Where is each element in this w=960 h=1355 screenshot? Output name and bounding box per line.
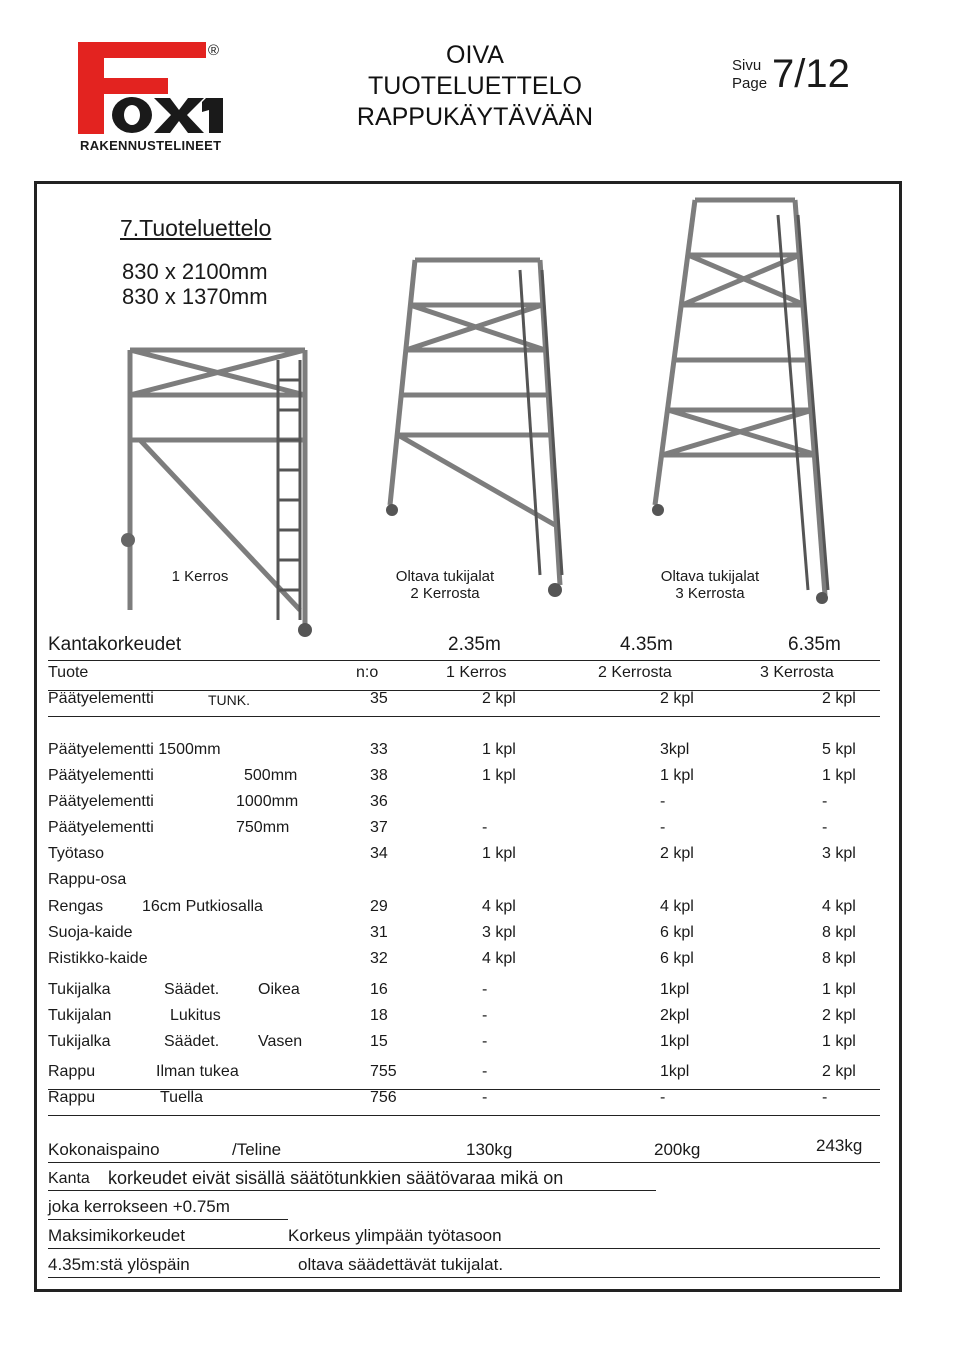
note-text: Kanta <box>48 1170 90 1187</box>
row-product-spec: Lukitus <box>170 1007 221 1024</box>
note-text: oltava säädettävät tukijalat. <box>298 1255 504 1274</box>
row-qty-3-floors: 8 kpl <box>822 924 856 941</box>
row-qty-1-floor: - <box>482 1033 488 1050</box>
row-qty-3-floors: 4 kpl <box>822 898 856 915</box>
row-qty-2-floors: - <box>660 793 666 810</box>
row-product-number: 34 <box>370 845 388 862</box>
row-product-number: 18 <box>370 1007 388 1024</box>
row-product-spec: Säädet. <box>164 1033 220 1050</box>
row-product-number: 29 <box>370 898 388 915</box>
row-product-number: 32 <box>370 950 388 967</box>
table-row <box>48 1063 880 1090</box>
row-product-spec: 500mm <box>244 767 298 784</box>
row-product-number: 15 <box>370 1033 388 1050</box>
row-qty-3-floors: 2 kpl <box>822 1063 856 1080</box>
row-product-number: 33 <box>370 741 388 758</box>
row-qty-2-floors: 1 kpl <box>660 767 694 784</box>
caption-line: 2 Kerrosta <box>410 585 480 602</box>
table-row <box>48 1033 880 1059</box>
row-qty-2-floors: 2 kpl <box>660 690 694 707</box>
row-product-name: Rengas <box>48 898 104 915</box>
row-qty-3-floors: - <box>822 819 828 836</box>
row-product-spec: Ilman tukea <box>156 1063 239 1080</box>
brand-subtitle: RAKENNUSTELINEET <box>80 138 222 153</box>
page-label-en: Page <box>732 75 768 92</box>
row-product-spec: 1000mm <box>236 793 299 810</box>
row-product-name: Työtaso <box>48 845 105 862</box>
table-row <box>48 819 880 845</box>
note-line <box>48 1197 288 1220</box>
row-qty-2-floors: - <box>660 1089 666 1106</box>
row-product-name: Päätyelementti <box>48 767 154 784</box>
row-product-name: Ristikko-kaide <box>48 950 148 967</box>
table-row <box>48 871 880 897</box>
registered-mark: ® <box>208 42 220 59</box>
table-row <box>48 924 880 950</box>
row-product-spec2: Vasen <box>258 1033 303 1050</box>
row-qty-3-floors: 2 kpl <box>822 690 856 707</box>
table-row <box>48 845 880 871</box>
weight-row <box>48 1136 880 1163</box>
page-label <box>732 57 767 93</box>
title-line: RAPPUKÄYTÄVÄÄN <box>356 103 594 131</box>
row-qty-3-floors: 3 kpl <box>822 845 856 862</box>
row-qty-1-floor: 4 kpl <box>482 898 516 915</box>
note-line <box>48 1255 880 1278</box>
table-row <box>48 690 880 717</box>
height-value: 4.35m <box>620 634 673 655</box>
row-product-name: Tukijalka <box>48 1033 111 1050</box>
row-qty-1-floor: 4 kpl <box>482 950 516 967</box>
row-product-number: 16 <box>370 981 388 998</box>
scaffold-caption <box>645 568 775 602</box>
row-product-spec: 16cm Putkiosalla <box>142 898 263 915</box>
column-header-3-floors: 3 Kerrosta <box>760 664 834 681</box>
table-row <box>48 767 880 793</box>
row-product-name: Tukijalan <box>48 1007 112 1024</box>
row-qty-1-floor: - <box>482 819 488 836</box>
dimension-line: 830 x 1370mm <box>122 284 268 309</box>
note-text: Korkeus ylimpään työtasoon <box>288 1226 502 1245</box>
height-value: 2.35m <box>448 634 501 655</box>
row-qty-1-floor: 3 kpl <box>482 924 516 941</box>
height-value: 6.35m <box>788 634 841 655</box>
column-header-2-floors: 2 Kerrosta <box>598 664 672 681</box>
dimension-line: 830 x 2100mm <box>122 259 268 284</box>
row-product-spec: Säädet. <box>164 981 220 998</box>
row-product-number: 756 <box>370 1089 397 1106</box>
table-row <box>48 793 880 819</box>
row-qty-1-floor: - <box>482 1063 488 1080</box>
note-line <box>48 1226 880 1249</box>
row-qty-2-floors: 2 kpl <box>660 845 694 862</box>
table-row <box>48 1007 880 1033</box>
row-product-number: 755 <box>370 1063 397 1080</box>
note-text: Maksimikorkeudet <box>48 1226 185 1245</box>
row-product-name: Rappu-osa <box>48 871 127 888</box>
note-text: 4.35m:stä ylöspäin <box>48 1255 190 1274</box>
row-product-spec: Tuella <box>160 1089 203 1106</box>
page-number: 7/12 <box>772 52 850 96</box>
heights-label: Kantakorkeudet <box>48 634 182 655</box>
row-product-name: Päätyelementti <box>48 819 154 836</box>
row-qty-2-floors: 1kpl <box>660 981 690 998</box>
row-product-number: 31 <box>370 924 388 941</box>
weight-value: 130kg <box>466 1140 513 1159</box>
weight-value: 200kg <box>654 1140 701 1159</box>
row-qty-2-floors: - <box>660 819 666 836</box>
table-row <box>48 981 880 1007</box>
row-qty-2-floors: 6 kpl <box>660 924 694 941</box>
row-product-name: Päätyelementti <box>48 690 154 707</box>
row-qty-1-floor: - <box>482 981 488 998</box>
note-line <box>48 1168 656 1191</box>
row-product-name: Päätyelementti <box>48 793 154 810</box>
row-product-spec2: Oikea <box>258 981 300 998</box>
caption-line: 1 Kerros <box>171 568 229 585</box>
column-header-product: Tuote <box>48 664 89 681</box>
column-header-number: n:o <box>356 664 379 681</box>
catalog-title: 7.Tuoteluettelo <box>120 215 272 241</box>
row-qty-2-floors: 1kpl <box>660 1033 690 1050</box>
row-qty-1-floor: 1 kpl <box>482 741 516 758</box>
row-qty-3-floors: 1 kpl <box>822 767 856 784</box>
row-product-spec: 750mm <box>236 819 290 836</box>
note-text: korkeudet eivät sisällä säätötunkkien säätövaraa mikä on <box>108 1168 564 1188</box>
scaffold-3-floor-image <box>630 195 850 605</box>
row-product-name: Rappu <box>48 1089 96 1106</box>
scaffold-caption <box>140 568 260 585</box>
row-product-name: Suoja-kaide <box>48 924 133 941</box>
row-qty-2-floors: 4 kpl <box>660 898 694 915</box>
caption-line: Oltava tukijalat <box>660 568 760 585</box>
column-header-1-floor: 1 Kerros <box>446 664 507 681</box>
row-qty-2-floors: 3kpl <box>660 741 690 758</box>
row-qty-1-floor: 1 kpl <box>482 767 516 784</box>
row-qty-1-floor: - <box>482 1089 488 1106</box>
page-label-fi: Sivu <box>732 57 762 74</box>
caption-line: 3 Kerrosta <box>675 585 745 602</box>
weight-label: Kokonaispaino <box>48 1140 160 1159</box>
row-qty-3-floors: 2 kpl <box>822 1007 856 1024</box>
row-qty-3-floors: 8 kpl <box>822 950 856 967</box>
row-qty-3-floors: 5 kpl <box>822 741 856 758</box>
row-qty-1-floor: - <box>482 1007 488 1024</box>
scaffold-2-floor-image <box>370 255 590 605</box>
row-qty-3-floors: 1 kpl <box>822 1033 856 1050</box>
row-qty-3-floors: 1 kpl <box>822 981 856 998</box>
row-product-number: 38 <box>370 767 388 784</box>
row-qty-1-floor: 1 kpl <box>482 845 516 862</box>
row-qty-2-floors: 1kpl <box>660 1063 690 1080</box>
table-row <box>48 741 880 767</box>
scaffold-1-floor-image <box>100 340 330 640</box>
row-qty-3-floors: - <box>822 793 828 810</box>
table-row <box>48 1089 880 1116</box>
weight-value: 243kg <box>816 1136 863 1155</box>
caption-line: Oltava tukijalat <box>395 568 495 585</box>
row-qty-2-floors: 2kpl <box>660 1007 690 1024</box>
row-qty-1-floor: 2 kpl <box>482 690 516 707</box>
row-product-number: 37 <box>370 819 388 836</box>
table-row <box>48 950 880 976</box>
row-product-number: 36 <box>370 793 388 810</box>
row-qty-3-floors: - <box>822 1089 828 1106</box>
note-text: joka kerrokseen +0.75m <box>48 1197 230 1216</box>
title-line: TUOTELUETTELO <box>368 72 582 100</box>
scaffold-caption <box>385 568 505 602</box>
row-qty-2-floors: 6 kpl <box>660 950 694 967</box>
weight-per: /Teline <box>232 1140 282 1159</box>
row-product-spec: TUNK. <box>208 692 250 708</box>
row-product-number: 35 <box>370 690 388 707</box>
heights-row <box>48 634 880 661</box>
table-row <box>48 898 880 924</box>
row-product-name: Tukijalka <box>48 981 111 998</box>
table-header-row <box>48 664 880 691</box>
row-product-name: Rappu <box>48 1063 96 1080</box>
row-product-name: Päätyelementti 1500mm <box>48 741 221 758</box>
page-title <box>330 40 620 133</box>
title-line: OIVA <box>446 41 504 69</box>
